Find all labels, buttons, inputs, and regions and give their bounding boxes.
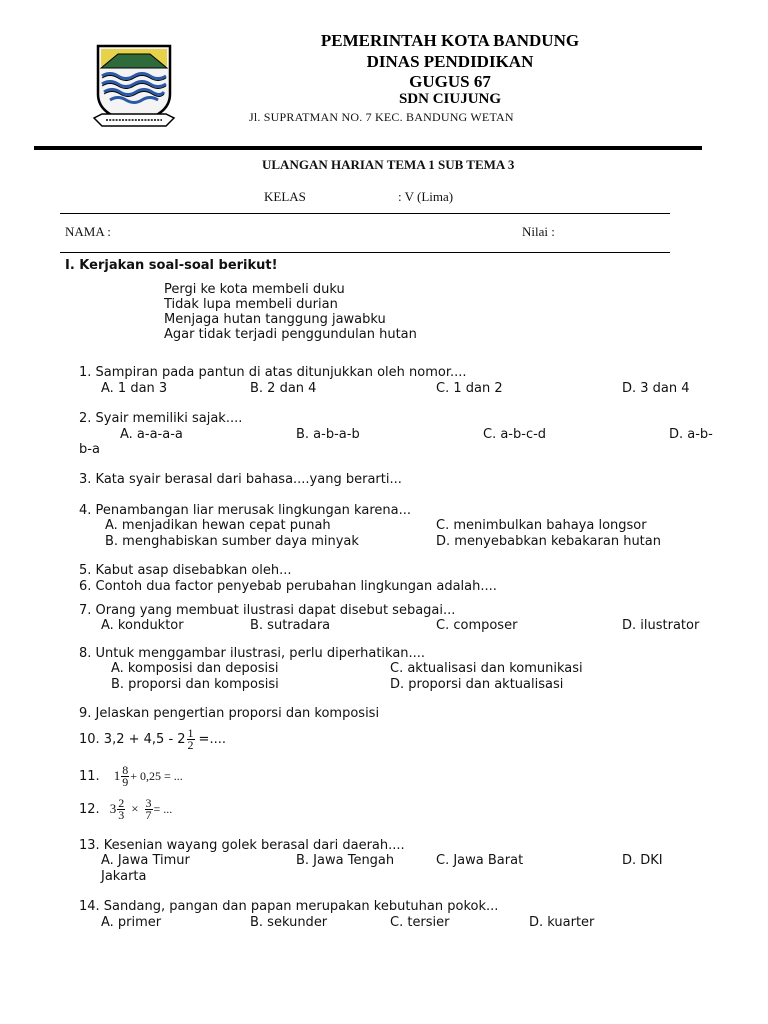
q7-option-b: B. sutradara [250,618,331,633]
q14-option-b: B. sekunder [250,915,328,930]
question-14: 14. Sandang, pangan dan papan merupakan kebutuhan pokok... [79,899,499,914]
q14-option-c: C. tersier [390,915,450,930]
q1-option-b: B. 2 dan 4 [250,381,317,396]
q13-option-d-continued: Jakarta [101,869,147,884]
q7-option-a: A. konduktor [101,618,184,633]
q1-option-a: A. 1 dan 3 [101,381,168,396]
q11-number: 11. [79,768,100,784]
q4-option-d: D. menyebabkan kebakaran hutan [436,534,661,549]
poem-line: Agar tidak terjadi penggundulan hutan [164,327,417,342]
poem-line: Menjaga hutan tanggung jawabku [164,312,386,327]
class-label: KELAS [264,189,306,204]
q4-option-b: B. menghabiskan sumber daya minyak [105,534,359,549]
q12-fraction-2-denominator: 7 [145,807,152,822]
q11-whole: 1 [113,768,121,783]
q1-option-d: D. 3 dan 4 [622,381,690,396]
q8-option-d: D. proporsi dan aktualisasi [390,677,564,692]
name-field-label: NAMA : [65,224,111,239]
q13-option-a: A. Jawa Timur [101,853,190,868]
q7-option-c: C. composer [436,618,518,633]
question-10 [79,722,226,756]
header-school-name: SDN CIUJUNG [398,91,502,107]
q11-fraction [121,762,129,789]
q14-option-d: D. kuarter [529,915,595,930]
q11-suffix: + 0,25 = ... [130,768,183,783]
q7-option-d: D. ilustrator [622,618,700,633]
q12-fraction-1 [117,795,125,822]
q4-option-c: C. menimbulkan bahaya longsor [436,518,647,533]
q11-fraction-numerator: 8 [122,762,129,777]
question-9: 9. Jelaskan pengertian proporsi dan komposisi [79,706,380,721]
q12-fraction-2 [145,795,153,822]
meta-divider-bottom [60,252,670,253]
q12-number: 12. [79,801,100,817]
q14-option-a: A. primer [101,915,162,930]
question-6: 6. Contoh dua factor penyebab perubahan lingkungan adalah.... [79,579,497,594]
q2-option-d: D. a-b- [669,427,713,442]
q8-option-b: B. proporsi dan komposisi [111,677,279,692]
question-13: 13. Kesenian wayang golek berasal dari daerah.... [79,838,405,853]
question-7: 7. Orang yang membuat ilustrasi dapat disebut sebagai... [79,603,456,618]
question-4: 4. Penambangan liar merusak lingkungan karena... [79,503,411,518]
q13-option-b: B. Jawa Tengah [296,853,395,868]
poem-line: Pergi ke kota membeli duku [164,282,345,297]
q11-fraction-denominator: 9 [122,774,129,789]
class-value: : V (Lima) [398,189,454,204]
section-heading: I. Kerjakan soal-soal berikut! [65,258,278,273]
q8-option-c: C. aktualisasi dan komunikasi [390,661,583,676]
q13-option-d: D. DKI [622,853,663,868]
header-divider [34,146,702,150]
question-3: 3. Kata syair berasal dari bahasa....yang berarti... [79,472,402,487]
q10-fraction-numerator: 1 [187,725,194,740]
question-2: 2. Syair memiliki sajak.... [79,411,243,426]
q12-fraction-1-numerator: 2 [118,795,125,810]
q2-option-d-continued: b-a [79,442,100,457]
poem-line: Tidak lupa membeli durian [164,297,338,312]
q12-fraction-1-denominator: 3 [118,807,125,822]
q10-expression: 10. 3,2 + 4,5 - 2 [79,731,186,747]
q2-option-b: B. a-b-a-b [296,427,360,442]
question-11 [79,759,183,793]
header-department-title: DINAS PENDIDIKAN [366,52,534,71]
header-cluster-title: GUGUS 67 [409,72,491,91]
question-12 [79,792,172,826]
header-government-title: PEMERINTAH KOTA BANDUNG [320,31,580,50]
q10-fraction [187,725,195,752]
meta-divider-top [60,213,670,214]
q8-option-a: A. komposisi dan deposisi [111,661,279,676]
q2-option-c: C. a-b-c-d [483,427,547,442]
q12-suffix: = ... [153,801,173,816]
q12-whole: 3 [109,801,117,816]
q4-option-a: A. menjadikan hewan cepat punah [105,518,331,533]
q13-option-c: C. Jawa Barat [436,853,524,868]
exam-title: ULANGAN HARIAN TEMA 1 SUB TEMA 3 [262,157,515,172]
question-8: 8. Untuk menggambar ilustrasi, perlu diperhatikan.... [79,646,426,661]
q1-option-c: C. 1 dan 2 [436,381,503,396]
question-5: 5. Kabut asap disebabkan oleh... [79,563,292,578]
score-field-label: Nilai : [522,224,555,239]
q10-fraction-denominator: 2 [187,737,194,752]
q12-operator: × [131,801,139,816]
q2-option-a: A. a-a-a-a [120,427,183,442]
header-address: Jl. SUPRATMAN NO. 7 KEC. BANDUNG WETAN [249,110,514,124]
q10-suffix: =.... [198,731,226,747]
q12-fraction-2-numerator: 3 [145,795,152,810]
question-1: 1. Sampiran pada pantun di atas ditunjukkan oleh nomor.... [79,365,467,380]
